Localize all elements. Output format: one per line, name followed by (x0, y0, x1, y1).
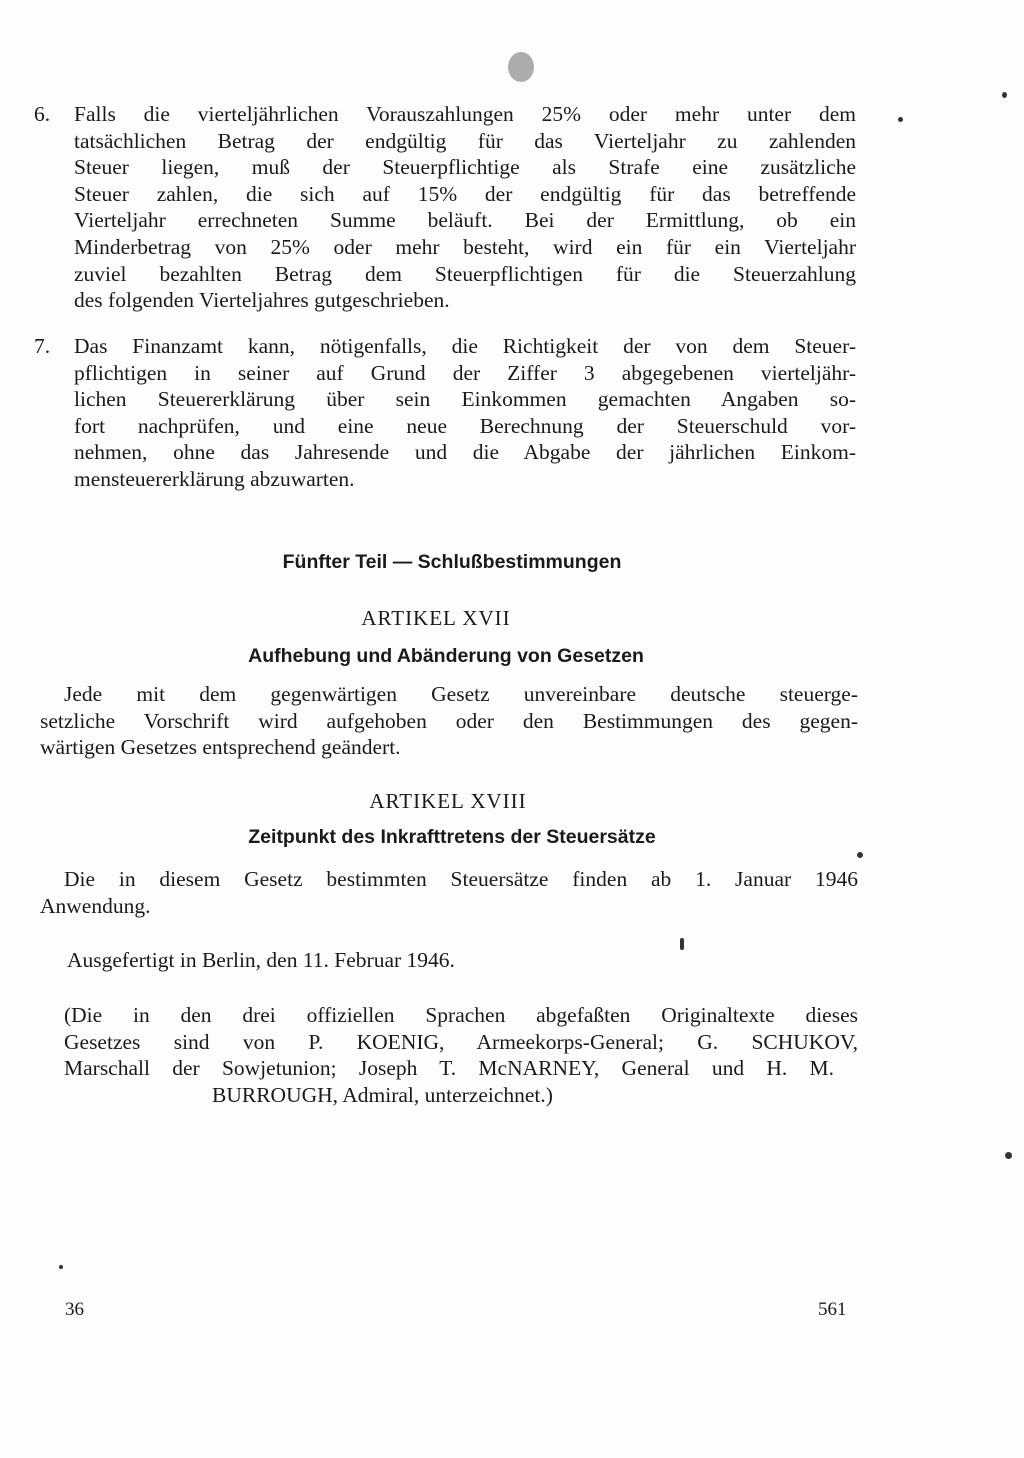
scan-speck (508, 52, 534, 82)
footer-right-number: 561 (818, 1299, 847, 1320)
text-line: fort nachprüfen, und eine neue Berechnung der Steuerschuld vor- (74, 413, 856, 438)
text-line: Die in diesem Gesetz bestimmten Steuersätze finden ab 1. Januar 1946 (64, 867, 858, 891)
part-heading: Fünfter Teil — Schlußbestimmungen (282, 551, 622, 573)
text-line: BURROUGH, Admiral, unterzeichnet.) (212, 1082, 553, 1107)
list-item-6 (34, 101, 856, 314)
text-line: Steuer liegen, muß der Steuerpflichtige als Strafe eine zusätzliche (74, 155, 856, 180)
text-line: Minderbetrag von 25% oder mehr besteht, wird ein für ein Vierteljahr (74, 234, 856, 259)
scan-speck (59, 1265, 63, 1269)
article-18-paragraph (40, 866, 858, 919)
text-line: tatsächlichen Betrag der endgültig für das Vierteljahr zu zahlenden (74, 128, 856, 153)
text-line: mensteuererklärung abzuwarten. (74, 466, 355, 491)
scan-speck (1005, 1152, 1012, 1159)
text-line: Falls die vierteljährlichen Vorauszahlungen 25% oder mehr unter dem (74, 102, 856, 126)
text-line: wärtigen Gesetzes entsprechend geändert. (40, 735, 401, 760)
list-item-number: 7. (34, 334, 51, 358)
list-item-body (74, 101, 856, 314)
article-18-heading: ARTIKEL XVIII (369, 789, 527, 813)
text-line: nehmen, ohne das Jahresende und die Abgabe der jährlichen Einkom- (74, 440, 856, 465)
text-line: Gesetzes sind von P. KOENIG, Armeekorps-General; G. SCHUKOV, (64, 1029, 858, 1054)
scan-speck (1002, 92, 1007, 98)
article-17-paragraph (40, 681, 858, 761)
signed-line: Ausgefertigt in Berlin, den 11. Februar 1946. (67, 948, 455, 972)
article-17-subheading: Aufhebung und Abänderung von Gesetzen (248, 645, 644, 667)
text-line: lichen Steuererklärung über sein Einkommen gemachten Angaben so- (74, 387, 856, 412)
footer-left-number: 36 (65, 1299, 84, 1320)
text-line: Vierteljahr errechneten Summe beläuft. Bei der Ermittlung, ob ein (74, 208, 856, 233)
article-18-subheading: Zeitpunkt des Inkrafttretens der Steuersätze (248, 826, 656, 848)
text-line: (Die in den drei offiziellen Sprachen abgefaßten Originaltexte dieses (64, 1003, 858, 1027)
list-item-number: 6. (34, 102, 51, 126)
text-line: Steuer zahlen, die sich auf 15% der endgültig für das betreffende (74, 181, 856, 206)
scan-speck (898, 117, 903, 122)
text-line: Marschall der Sowjetunion; Joseph T. McNARNEY, General und H. M. (64, 1056, 834, 1081)
text-line: setzliche Vorschrift wird aufgehoben oder den Bestimmungen des gegen- (40, 708, 858, 733)
list-item-7 (34, 333, 856, 493)
signatories-note (64, 1002, 858, 1108)
text-line: Jede mit dem gegenwärtigen Gesetz unvereinbare deutsche steuerge- (64, 682, 858, 706)
text-line: pflichtigen in seiner auf Grund der Ziffer 3 abgegebenen vierteljähr- (74, 360, 856, 385)
scan-speck (680, 938, 684, 950)
text-line: Das Finanzamt kann, nötigenfalls, die Richtigkeit der von dem Steuer- (74, 334, 856, 358)
text-line: des folgenden Vierteljahres gutgeschrieben. (74, 288, 450, 313)
article-17-heading: ARTIKEL XVII (361, 606, 511, 630)
text-line: Anwendung. (40, 893, 151, 918)
list-item-body (74, 333, 856, 493)
scan-speck (857, 852, 863, 858)
text-line: zuviel bezahlten Betrag dem Steuerpflichtigen für die Steuerzahlung (74, 261, 856, 286)
